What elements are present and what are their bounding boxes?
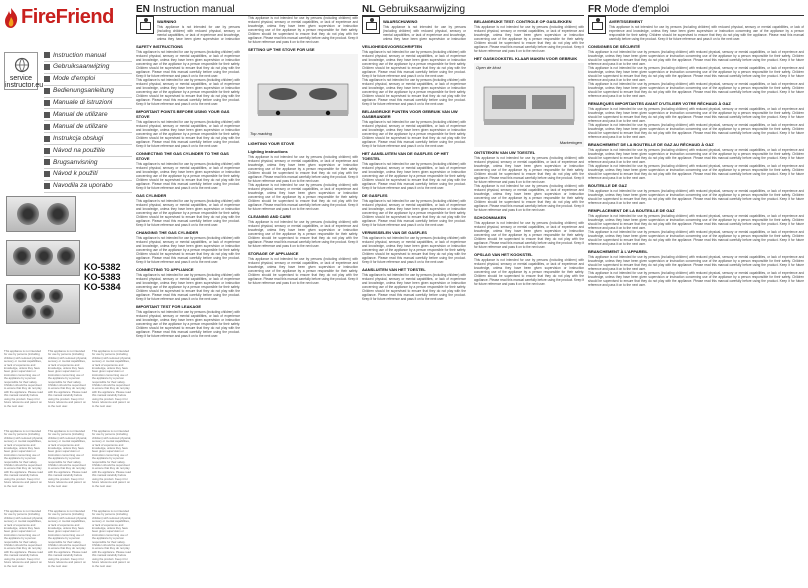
language-list [44,50,132,193]
section-title: Instruction manual [152,3,235,15]
heading: BOUTEILLE DE GAZ [588,183,627,188]
paragraph: This appliance is not intended for use by persons (including children) with reduced physical, sensory or mental capabilities, or lack of experience and knowledge, unless they have been given supervision or instruction concerning use of the appliance by a person responsible for their safety. Children should be supervised to ensure that they do not play with the appliance. Please read this manual carefully before using the product. Keep it for future reference and pass it on to the next user. [248,155,358,183]
stove-illustration [474,63,584,147]
paragraph: This appliance is not intended for use by persons (including children) with reduced physical, sensory or mental capabilities, or lack of experience and knowledge, unless they have been given supervision or instruction concerning use of the appliance by a person responsible for their safety. Children should be supervised to ensure that they do not play with the appliance. Please read this manual carefully before using the product. Keep it for future reference and pass it on to the next user. [588,189,804,205]
paragraph: This appliance is not intended for use by persons (including children) with reduced physical, sensory or mental capabilities, or lack of experience and knowledge, unless they have been given supervision or instruction concerning use of the appliance by a person responsible for their safety. Children should be supervised to ensure that they do not play with the appliance. Please read this manual carefully before using the product. Keep it for future reference and pass it on to the next user. [248,257,358,285]
heading: STORAGE OF APPLIANCE [248,251,299,256]
paragraph: This appliance is not intended for use by persons (including children) with reduced physical, sensory or mental capabilities, or lack of experience and knowledge, unless they have been given supervision or instruction concerning use of the appliance by a person responsible for their safety. Children should be supervised to ensure that they do not play with the appliance. Please read this manual carefully before using the product. Keep it for future reference and pass it on to the next user. [474,156,584,184]
paragraph: This appliance is not intended for use by persons (including children) with reduced physical, sensory or mental capabilities, or lack of experience and knowledge, unless they have been given supervision or instruction concerning use of the appliance by a person responsible for their safety. Children should be supervised to ensure that they do not play with the appliance. Please read this manual carefully before using the product. Keep it for future reference and pass it on to the next user. [248,183,358,211]
fine-print-block: This appliance is not intended for use by persons (including children) with reduced physical, sensory or mental capabilities, or lack of experience and knowledge, unless they have been given supervision or instruction concerning use of the appliance by a person responsible for their safety. Children should be supervised to ensure that they do not play with the appliance. Please read this manual carefully before using the product. Keep it for future reference and pass it on to the next user. [48,430,88,488]
heading: REMPLACEMENT DE LA BOUTEILLE DE GAZ [588,208,675,213]
model-numbers [84,262,121,292]
heading: VERWISSELEN VAN DE GASFLES [362,230,427,235]
paragraph: This appliance is not intended for use by persons (including children) with reduced physical, sensory or mental capabilities, or lack of experience and knowledge, unless they have been given supervision or instruction concerning use of the appliance by a person responsible for their safety. Children should be supervised to ensure that they do not play with the appliance. Please read this manual carefully before using the product. Keep it for future reference and pass it on to the next user. [588,214,804,230]
paragraph: This appliance is not intended for use by persons (including children) with reduced physical, sensory or mental capabilities, or lack of experience and knowledge, unless they have been given supervision or instruction concerning use of the appliance by a person responsible for their safety. Children should be supervised to ensure that they do not play with the appliance. Please read this manual carefully before using the product. Keep it for future reference and pass it on to the next user. [588,66,804,82]
heading: HET GASKOOKSTEL KLAAR MAKEN VOOR GEBRUIK [474,56,578,61]
heading: LIGHTING YOUR STOVE [248,141,295,146]
flame-icon [3,7,19,29]
language-item: Mode d'emploi [44,74,132,86]
heading: CHANGING THE GAS CYLINDER [136,230,199,235]
warning-block: WARNING This appliance is not intended for use by persons (including children) with reduced physical, sensory or mental capabilities, or lack of experience and knowledge, unless they have been given supervision or instruction [136,16,240,41]
stove-diagram [474,63,584,147]
paragraph: This appliance is not intended for use by persons (including children) with reduced physical, sensory or mental capabilities, or lack of experience and knowledge, unless they have been given supervision or instruction concerning use of the appliance by a person responsible for their safety. Children should be supervised to ensure that they do not play with the appliance. Please read this manual carefully before using the product. Keep it for future reference and pass it on to the next user. [362,120,466,148]
heading: BRANCHEMENT DE LA BOUTEILLE DE GAZ AU RÉCHAUD À GAZ [588,142,714,147]
figure-caption: Markeringen [559,140,582,145]
paragraph: This appliance is not intended for use by persons (including children) with reduced physical, sensory or mental capabilities, or lack of experience and knowledge, unless they have been given supervision or instruction concerning use of the appliance by a person responsible for their safety. Children should be supervised to ensure that they do not play with the appliance. Please read this manual carefully before using the product. Keep it for future reference and pass it on to the next user. [588,271,804,287]
read-manual-icon [588,16,606,34]
heading: IMPORTANT TEST FOR LEAKAGE [136,304,202,309]
heading: CONNECTING THE GAS CYLINDER TO THE GAS STOVE [136,151,229,161]
figure-caption: Top marking [250,131,272,136]
paragraph: This appliance is not intended for use by persons (including children) with reduced physical, sensory or mental capabilities, or lack of experience and knowledge, unless they have been given supervision or instruction concerning use of the appliance by a person responsible for their safety. Children should be supervised to ensure that they do not play with the appliance. Please read this manual carefully before using the product. Keep it for future reference and pass it on to the next user. [588,255,804,271]
paragraph: This appliance is not intended for use by persons (including children) with reduced physical, sensory or mental capabilities, or lack of experience and knowledge, unless they have been given supervision or instruction concerning use of the appliance by a person responsible for their safety. Children should be supervised to ensure that they do not play with the appliance. Please read this manual carefully before using the product. Keep it for future reference and pass it on to the next user. [474,221,584,249]
product-image-stove-1 [6,196,76,232]
heading: CLEANING AND CARE [248,214,291,219]
heading: BELANGRIJKE PUNTEN VOOR GEBRUIK VAN UW GASBRANDER [362,109,458,119]
en-header [136,0,358,16]
paragraph: This appliance is not intended for use by persons (including children) with reduced physical, sensory or mental capabilities, or lack of experience and knowledge, unless they have been given supervision or instruction concerning use of the appliance by a person responsible for their safety. Children should be supervised to ensure that they do not play with the appliance. Please read this manual carefully before using the product. Keep it for future reference and pass it on to the next user. [474,184,584,212]
paragraph: This appliance is not intended for use by persons (including children) with reduced physical, sensory or mental capabilities, or lack of experience and knowledge, unless they have been given supervision or instruction concerning use of the appliance by a person responsible for their safety. Children should be supervised to ensure that they do not play with the appliance. Please read this manual carefully before using the product. Keep it for future reference and pass it on to the next user. [588,230,804,246]
heading: DE GASFLES [362,193,388,198]
model-number: KO-5383 [84,272,121,282]
heading: HET AANSLUITEN VAN DE GASFLES OP HET TOESTEL [362,151,449,161]
paragraph: This appliance is not intended for use by persons (including children) with reduced physical, sensory or mental capabilities, or lack of experience and knowledge, unless they have been given supervision or instruction concerning use of the appliance by a person responsible for their safety. Children should be supervised to ensure that they do not play with the appliance. Please read this manual carefully before using the product. Keep it for future reference and pass it on to the next user. [362,50,466,78]
model-number: KO-5382 [84,262,121,272]
paragraph: This appliance is not intended for use by persons (including children) with reduced physical, sensory or mental capabilities, or lack of experience and knowledge, unless they have been given supervision or instruction concerning use of the appliance by a person responsible for their safety. Children should be supervised to ensure that they do not play with the appliance. Please read this manual carefully before using the product. Keep it for future reference and pass it on to the next user. [588,148,804,164]
heading: ONTSTEKEN VAN UW TOESTEL [474,150,536,155]
heading: SCHOONMAKEN [474,215,507,220]
heading: IMPORTANT POINTS BEFORE USING YOUR GAS STOVE [136,109,230,119]
language-item: Navodila za uporabo [44,181,132,193]
heading: REMARQUES IMPORTANTES AVANT D'UTILISER VOTRE RÉCHAUD À GAZ [588,101,731,106]
language-item: Manuale di istruzioni [44,98,132,110]
paragraph: This appliance is not intended for use by persons (including children) with reduced physical, sensory or mental capabilities, or lack of experience and knowledge, unless they have been given supervision or instruction concerning use of the appliance by a person responsible for their safety. Children should be supervised to ensure that they do not play with the appliance. Please read this manual carefully before using the product. Keep it for future reference and pass it on to the next user. [362,199,466,227]
language-item: Návod k použití [44,169,132,181]
fine-print-block: This appliance is not intended for use by persons (including children) with reduced physical, sensory or mental capabilities, or lack of experience and knowledge, unless they have been given supervision or instruction concerning use of the appliance by a person responsible for their safety. Children should be supervised to ensure that they do not play with the appliance. Please read this manual carefully before using the product. Keep it for future reference and pass it on to the next user. [48,350,88,408]
en-section [136,0,358,588]
paragraph: This appliance is not intended for use by persons (including children) with reduced physical, sensory or mental capabilities, or lack of experience and knowledge, unless they have been given supervision or instruction concerning use of the appliance by a person responsible for their safety. Children should be supervised to ensure that they do not play with the appliance. Please read this manual carefully before using the product. Keep it for future reference and pass it on to the next user. [474,25,584,53]
paragraph: This appliance is not intended for use by persons (including children) with reduced physical, sensory or mental capabilities, or lack of experience and knowledge, unless they have been given supervision or instruction concerning use of the appliance by a person responsible for their safety. Children should be supervised to ensure that they do not play with the appliance. Please read this manual carefully before using the product. Keep it for future reference and pass it on to the next user. [136,310,240,338]
service-badge [4,52,44,90]
paragraph: This appliance is not intended for use by persons (including children) with reduced physical, sensory or mental capabilities, or lack of experience and knowledge, unless they have been given supervision or instruction concerning use of the appliance by a person responsible for their safety. Children should be supervised to ensure that they do not play with the appliance. Please read this manual carefully before using the product. Keep it for future reference and pass it on to the next user. [362,78,466,106]
heading: OPSLAG VAN HET KOOKSTEL [474,252,533,257]
language-code: EN [136,3,150,15]
stove-illustration [248,54,358,138]
language-item: Návod na použitie [44,145,132,157]
language-code: NL [362,3,376,15]
paragraph: This appliance is not intended for use by persons (including children) with reduced physical, sensory or mental capabilities, or lack of experience and knowledge, unless they have been given supervision or instruction concerning use of the appliance by a person responsible for their safety. Children should be supervised to ensure that they do not play with the appliance. Please read this manual carefully before using the product. Keep it for future reference and pass it on to the next user. [362,162,466,190]
heading: AANSLUITEN VAN HET TOESTEL [362,267,426,272]
section-title: Mode d'emploi [604,3,670,15]
heading: CONNECTING TO APPLIANCE [136,267,194,272]
figure-caption: Open de klost [476,65,501,70]
brand-column [0,0,134,588]
model-number: KO-5384 [84,282,121,292]
nl-header [362,0,584,16]
paragraph: This appliance is not intended for use by persons (including children) with reduced physical, sensory or mental capabilities, or lack of experience and knowledge, unless they have been given supervision or instruction concerning use of the appliance by a person responsible for their safety. Children should be supervised to ensure that they do not play with the appliance. Please read this manual carefully before using the product. Keep it for future reference and pass it on to the next user. [588,164,804,180]
nl-section [362,0,584,588]
language-item: Manual de utilizare [44,121,132,133]
paragraph: This appliance is not intended for use by persons (including children) with reduced physical, sensory or mental capabilities, or lack of experience and knowledge, unless they have been given supervision or instruction concerning use of the appliance by a person responsible for their safety. Children should be supervised to ensure that they do not play with the appliance. Please read this manual carefully before using the product. Keep it for future reference and pass it on to the next user. [136,162,240,190]
fr-section [588,0,804,588]
paragraph: This appliance is not intended for use by persons (including children) with reduced physical, sensory or mental capabilities, or lack of experience and knowledge, unless they have been given supervision or instruction concerning use of the appliance by a person responsible for their safety. Children should be supervised to ensure that they do not play with the appliance. Please read this manual carefully before using the product. Keep it for future reference and pass it on to the next user. [474,258,584,286]
paragraph: This appliance is not intended for use by persons (including children) with reduced physical, sensory or mental capabilities, or lack of experience and knowledge, unless they have been given supervision or instruction concerning use of the appliance by a person responsible for their safety. Children should be supervised to ensure that they do not play with the appliance. Please read this manual carefully before using the product. Keep it for future reference and pass it on to the next user. [588,50,804,66]
language-item: Gebruiksaanwijzing [44,62,132,74]
heading: GAS CYLINDER [136,193,167,198]
warning-block: AVERTISSEMENT This appliance is not intended for use by persons (including children) with reduced physical, sensory or mental capabilities, or lack of experience and knowledge, unless they have been given supervision or instruction concerning use of the appliance by a person responsible for their safety. Children should be supervised to ensure that they do not play with the appliance. Please read this manual carefully before using the product. Keep it for future reference and pass it on to the next user. [588,16,804,41]
language-item: Instrukcja obsługi [44,133,132,145]
fine-print-block: This appliance is not intended for use by persons (including children) with reduced physical, sensory or mental capabilities, or lack of experience and knowledge, unless they have been given supervision or instruction concerning use of the appliance by a person responsible for their safety. Children should be supervised to ensure that they do not play with the appliance. Please read this manual carefully before using the product. Keep it for future reference and pass it on to the next user. [92,350,132,408]
paragraph: This appliance is not intended for use by persons (including children) with reduced physical, sensory or mental capabilities, or lack of experience and knowledge, unless they have been given supervision or instruction concerning use of the appliance by a person responsible for their safety. Children should be supervised to ensure that they do not play with the appliance. Please read this manual carefully before using the product. Keep it for future reference and pass it on to the next user. [362,273,466,301]
paragraph: This appliance is not intended for use by persons (including children) with reduced physical, sensory or mental capabilities, or lack of experience and knowledge, unless they have been given supervision or instruction concerning use of the appliance by a person responsible for their safety. Children should be supervised to ensure that they do not play with the appliance. Please read this manual carefully before using the product. Keep it for future reference and pass it on to the next user. [362,236,466,264]
language-code: FR [588,3,602,15]
paragraph: This appliance is not intended for use by persons (including children) with reduced physical, sensory or mental capabilities, or lack of experience and knowledge, unless they have been given supervision or instruction concerning use of the appliance by a person responsible for their safety. Children should be supervised to ensure that they do not play with the appliance. Please read this manual carefully before using the product. Keep it for future reference and pass it on to the next user. [588,107,804,123]
firefriend-logo [3,6,114,29]
fine-print-block: This appliance is not intended for use by persons (including children) with reduced physical, sensory or mental capabilities, or lack of experience and knowledge, unless they have been given supervision or instruction concerning use of the appliance by a person responsible for their safety. Children should be supervised to ensure that they do not play with the appliance. Please read this manual carefully before using the product. Keep it for future reference and pass it on to the next user. [48,510,88,568]
heading: VEILIGHEIDSVOORSCHRIFTEN [362,44,423,49]
fine-print-block: This appliance is not intended for use by persons (including children) with reduced physical, sensory or mental capabilities, or lack of experience and knowledge, unless they have been given supervision or instruction concerning use of the appliance by a person responsible for their safety. Children should be supervised to ensure that they do not play with the appliance. Please read this manual carefully before using the product. Keep it for future reference and pass it on to the next user. [4,430,44,488]
warning-block: WAARSCHUWING This appliance is not intended for use by persons (including children) with reduced physical, sensory or mental capabilities, or lack of experience and knowledge, unless they have been given supervision or instruction [362,16,466,41]
heading: SAFETY INSTRUCTIONS [136,44,183,49]
paragraph: This appliance is not intended for use by persons (including children) with reduced physical, sensory or mental capabilities, or lack of experience and knowledge, unless they have been given supervision or instruction concerning use of the appliance by a person responsible for their safety. Children should be supervised to ensure that they do not play with the appliance. Please read this manual carefully before using the product. Keep it for future reference and pass it on to the next user. [136,78,240,106]
language-item: Bedienungsanleitung [44,86,132,98]
heading: BRANCHEMENT À L'APPAREIL [588,249,648,254]
product-image-stove-3 [6,284,80,324]
paragraph: This appliance is not intended for use by persons (including children) with reduced physical, sensory or mental capabilities, or lack of experience and knowledge, unless they have been given supervision or instruction concerning use of the appliance by a person responsible for their safety. Children should be supervised to ensure that they do not play with the appliance. Please read this manual carefully before using the product. Keep it for future reference and pass it on to the next user. [136,50,240,78]
fine-print-block: This appliance is not intended for use by persons (including children) with reduced physical, sensory or mental capabilities, or lack of experience and knowledge, unless they have been given supervision or instruction concerning use of the appliance by a person responsible for their safety. Children should be supervised to ensure that they do not play with the appliance. Please read this manual carefully before using the product. Keep it for future reference and pass it on to the next user. [4,350,44,408]
language-item: Brugsanvisning [44,157,132,169]
brand-name: FireFriend [21,6,114,28]
paragraph: This appliance is not intended for use by persons (including children) with reduced physical, sensory or mental capabilities, or lack of experience and knowledge, unless they have been given supervision or instruction concerning use of the appliance by a person responsible for their safety. Children should be supervised to ensure that they do not play with the appliance. Please read this manual carefully before using the product. Keep it for future reference and pass it on to the next user. [136,273,240,301]
service-label: service instructor.eu [5,75,44,89]
fine-print-block: This appliance is not intended for use by persons (including children) with reduced physical, sensory or mental capabilities, or lack of experience and knowledge, unless they have been given supervision or instruction concerning use of the appliance by a person responsible for their safety. Children should be supervised to ensure that they do not play with the appliance. Please read this manual carefully before using the product. Keep it for future reference and pass it on to the next user. [92,430,132,488]
language-item: Instruction manual [44,50,132,62]
paragraph: This appliance is not intended for use by persons (including children) with reduced physical, sensory or mental capabilities, or lack of experience and knowledge, unless they have been given supervision or instruction concerning use of the appliance by a person responsible for their safety. Children should be supervised to ensure that they do not play with the appliance. Please read this manual carefully before using the product. Keep it for future reference and pass it on to the next user. [588,123,804,139]
read-manual-icon [136,16,154,34]
product-image-stove-2 [6,240,80,276]
paragraph: This appliance is not intended for use by persons (including children) with reduced physical, sensory or mental capabilities, or lack of experience and knowledge, unless they have been given supervision or instruction concerning use of the appliance by a person responsible for their safety. Children should be supervised to ensure that they do not play with the appliance. Please read this manual carefully before using the product. Keep it for future reference and pass it on to the next user. [136,120,240,148]
globe-icon [14,57,30,73]
paragraph: This appliance is not intended for use by persons (including children) with reduced physical, sensory or mental capabilities, or lack of experience and knowledge, unless they have been given supervision or instruction concerning use of the appliance by a person responsible for their safety. Children should be supervised to ensure that they do not play with the appliance. Please read this manual carefully before using the product. Keep it for future reference and pass it on to the next user. [136,236,240,264]
heading: CONSIGNES DE SÉCURITÉ [588,44,641,49]
language-item: Manual de utilizare [44,109,132,121]
fine-print-block: This appliance is not intended for use by persons (including children) with reduced physical, sensory or mental capabilities, or lack of experience and knowledge, unless they have been given supervision or instruction concerning use of the appliance by a person responsible for their safety. Children should be supervised to ensure that they do not play with the appliance. Please read this manual carefully before using the product. Keep it for future reference and pass it on to the next user. [4,510,44,568]
heading: SETTING UP THE STOVE FOR USE [248,47,315,52]
fr-header [588,0,804,16]
subheading: Lighting instructions [248,149,288,154]
heading: BELANGRIJKE TEST: CONTROLE OP GASLEKKEN [474,19,572,24]
read-manual-icon [362,16,380,34]
paragraph: This appliance is not intended for use by persons (including children) with reduced physical, sensory or mental capabilities, or lack of experience and knowledge, unless they have been given supervision or instruction concerning use of the appliance by a person responsible for their safety. Children should be supervised to ensure that they do not play with the appliance. Please read this manual carefully before using the product. Keep it for future reference and pass it on to the next user. [136,199,240,227]
stove-diagram [248,54,358,138]
paragraph: This appliance is not intended for use by persons (including children) with reduced physical, sensory or mental capabilities, or lack of experience and knowledge, unless they have been given supervision or instruction concerning use of the appliance by a person responsible for their safety. Children should be supervised to ensure that they do not play with the appliance. Please read this manual carefully before using the product. Keep it for future reference and pass it on to the next user. [588,82,804,98]
fine-print-block: This appliance is not intended for use by persons (including children) with reduced physical, sensory or mental capabilities, or lack of experience and knowledge, unless they have been given supervision or instruction concerning use of the appliance by a person responsible for their safety. Children should be supervised to ensure that they do not play with the appliance. Please read this manual carefully before using the product. Keep it for future reference and pass it on to the next user. [92,510,132,568]
paragraph: This appliance is not intended for use by persons (including children) with reduced physical, sensory or mental capabilities, or lack of experience and knowledge, unless they have been given supervision or instruction concerning use of the appliance by a person responsible for their safety. Children should be supervised to ensure that they do not play with the appliance. Please read this manual carefully before using the product. Keep it for future reference and pass it on to the next user. [248,220,358,248]
paragraph: This appliance is not intended for use by persons (including children) with reduced physical, sensory or mental capabilities, or lack of experience and knowledge, unless they have been given supervision or instruction concerning use of the appliance by a person responsible for their safety. Children should be supervised to ensure that they do not play with the appliance. Please read this manual carefully before using the product. Keep it for future reference and pass it on to the next user. [248,16,358,44]
section-title: Gebruiksaanwijzing [378,3,466,15]
